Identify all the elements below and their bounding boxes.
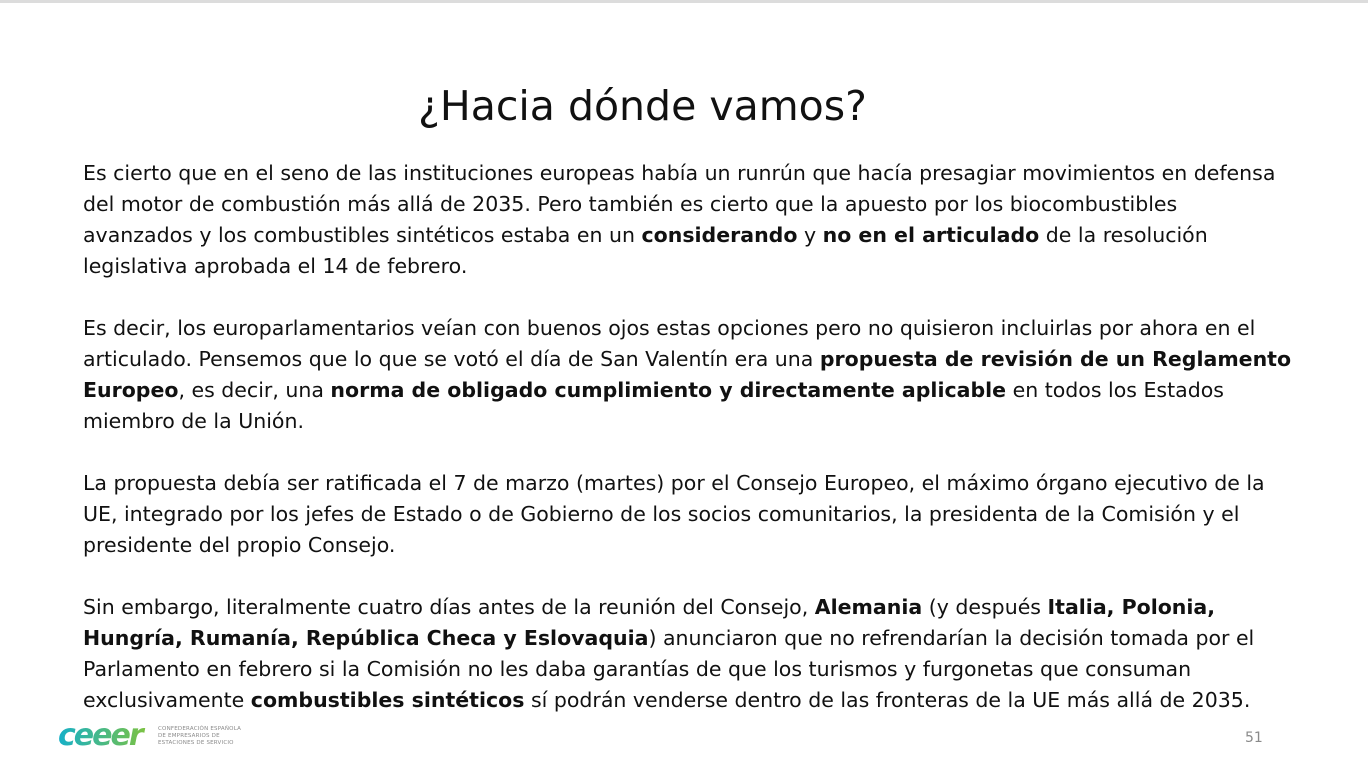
paragraph-4 [83,592,1293,716]
org-line: ESTACIONES DE SERVICIO [158,739,234,746]
text-run: Sin embargo, literalmente cuatro días antes de la reunión del Consejo, [83,595,815,619]
paragraph-3 [83,468,1293,561]
text-run: en todos los Estados miembro de la Unión. [83,378,1224,433]
org-line: DE EMPRESARIOS DE [158,732,220,739]
text-run: Es cierto que en el seno de las instituciones europeas había un runrún que hacía presagiar movimientos en defensa del motor de combustión más allá de 2035. Pero también es cierto que la apuesto por los biocombustibles avanzados y los combustibles sintéticos estaba en un [83,161,1276,247]
text-run: Es decir, los europarlamentarios veían con buenos ojos estas opciones pero no quisieron incluirlas por ahora en el articulado. Pensemos que lo que se votó el día de San Valentín era una [83,316,1256,371]
text-run-bold: combustibles sintéticos [250,688,525,712]
logo-wordmark: ceeer [58,722,142,750]
text-run: ) anunciaron que no refrendarían la decisión tomada por el Parlamento en febrero si la Comisión no les daba garantías de que los turismos y furgonetas que consuman exclusivamente [83,626,1255,712]
text-run: (y después [922,595,1048,619]
org-name [158,726,241,747]
top-divider [0,0,1368,3]
paragraph-1 [83,158,1293,282]
text-run-bold: Alemania [814,595,923,619]
ceeer-logo-mark [58,722,152,750]
ceeer-logo [58,722,241,750]
text-run: de la resolución legislativa aprobada el 14 de febrero. [83,223,1208,278]
page-title: ¿Hacia dónde vamos? [418,82,867,131]
paragraph-2 [83,313,1293,437]
text-run: , es decir, una [178,378,331,402]
slide-body [83,158,1293,747]
text-run-bold: no en el articulado [822,223,1040,247]
text-run-bold: Italia, Polonia, Hungría, Rumanía, República Checa y Eslovaquia [83,595,1216,650]
text-run: La propuesta debía ser ratificada el 7 de marzo (martes) por el Consejo Europeo, el máximo órgano ejecutivo de la UE, integrado por los jefes de Estado o de Gobierno de los socios comunitarios, la presidenta de la Comisión y el presidente del propio Consejo. [83,471,1265,557]
text-run-bold: norma de obligado cumplimiento y directamente aplicable [330,378,1007,402]
org-line: CONFEDERACIÓN ESPAÑOLA [158,725,242,732]
text-run-bold: propuesta de revisión de un Reglamento Europeo [83,347,1292,402]
text-run: sí podrán venderse dentro de las fronteras de la UE más allá de 2035. [524,688,1251,712]
text-run-bold: considerando [641,223,798,247]
text-run: y [797,223,823,247]
page-number: 51 [1245,730,1263,746]
